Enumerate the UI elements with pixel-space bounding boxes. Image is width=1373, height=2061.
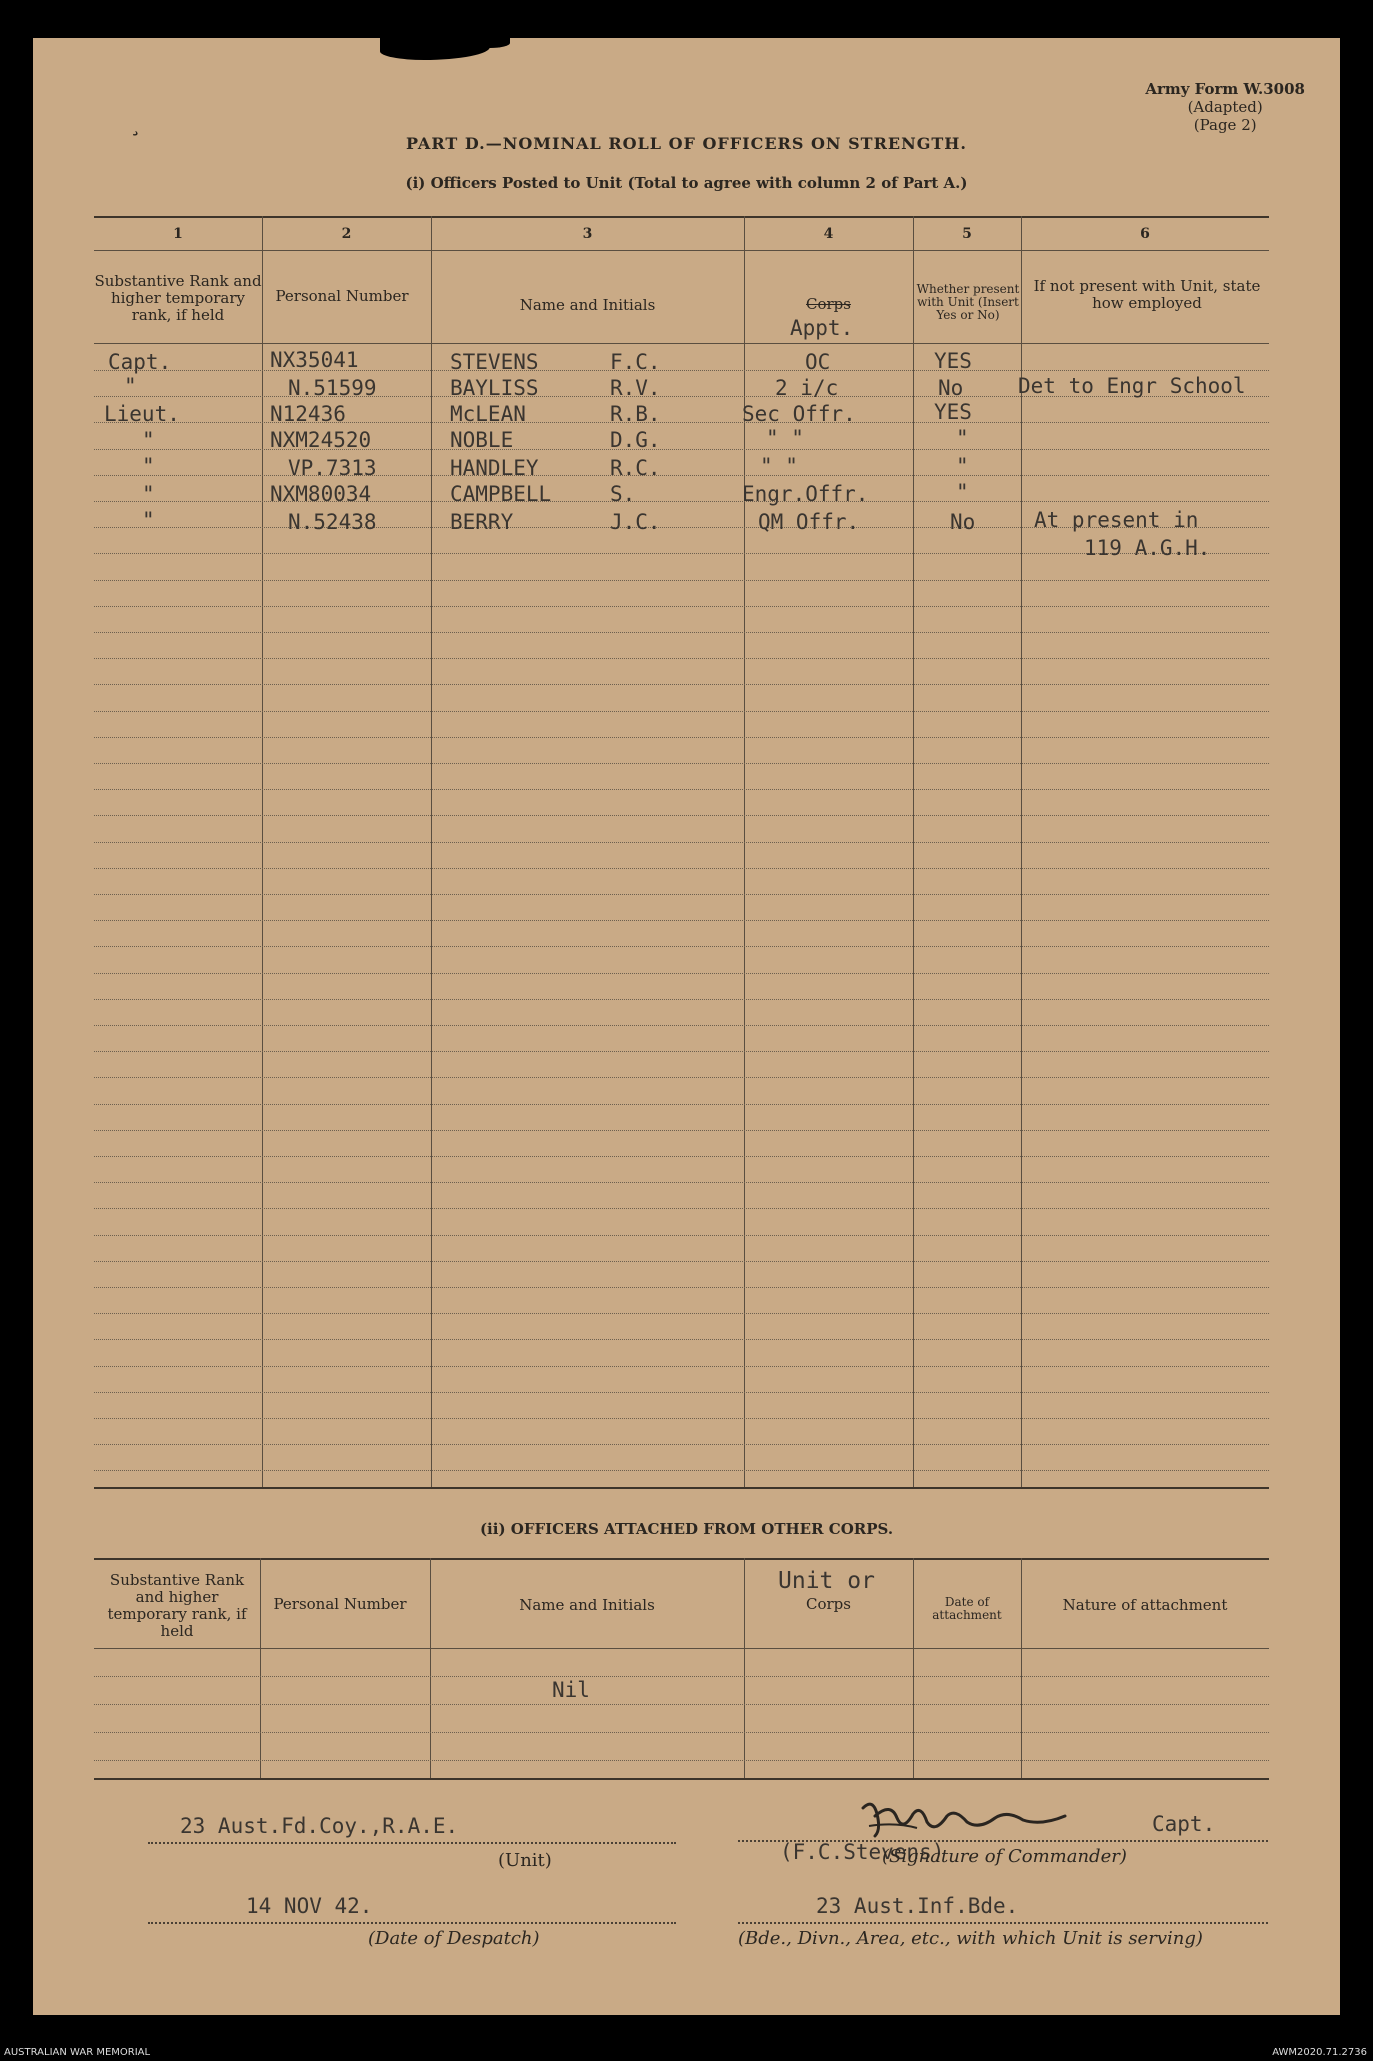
column-number: 4 <box>823 226 834 242</box>
ruled-line <box>94 946 1269 947</box>
subtitle: (i) Officers Posted to Unit (Total to agree with column 2 of Part A.) <box>405 174 968 192</box>
ruled-line <box>94 1339 1269 1340</box>
cell-rank: " <box>142 482 155 506</box>
cell-surname: CAMPBELL <box>450 482 552 506</box>
cell-present: " <box>956 426 969 450</box>
form-identifier <box>1145 80 1305 134</box>
table-bottom-border <box>94 1778 1269 1780</box>
ruled-line <box>94 1444 1269 1445</box>
cell-surname: NOBLE <box>450 428 514 452</box>
ruled-line <box>94 737 1269 738</box>
cell-rank: Lieut. <box>104 402 180 426</box>
cell-rank: " <box>142 428 155 452</box>
column-number: 5 <box>962 226 972 242</box>
cell-appt: Engr.Offr. <box>742 482 869 506</box>
ruled-line <box>94 1313 1269 1314</box>
unit-line <box>148 1842 676 1844</box>
cell-employed-continuation: 119 A.G.H. <box>1084 536 1211 560</box>
cell-rank: " <box>142 454 155 478</box>
cell-surname: STEVENS <box>450 350 539 374</box>
header-corps: Corps <box>806 1594 851 1613</box>
column-number: 6 <box>1140 226 1150 242</box>
ruled-line <box>94 1732 1269 1733</box>
pencil-mark: ¸ <box>130 112 141 137</box>
ruled-line <box>94 1287 1269 1288</box>
cell-present: No <box>938 376 964 400</box>
paper-tear <box>470 38 510 48</box>
ruled-line <box>94 1704 1269 1705</box>
cell-surname: HANDLEY <box>450 456 539 480</box>
header-rank: Substantive Rank and higher temporary rank, if held <box>107 1571 247 1640</box>
cell-appt: Sec Offr. <box>742 402 856 426</box>
ruled-line <box>94 1418 1269 1419</box>
ruled-line <box>94 1025 1269 1026</box>
cell-nil: Nil <box>552 1678 590 1702</box>
header-personal-number: Personal Number <box>275 286 409 305</box>
ruled-line <box>94 1261 1269 1262</box>
cell-personal-number: N.51599 <box>288 376 377 400</box>
ruled-line <box>94 1104 1269 1105</box>
credit-right: AWM2020.71.2736 <box>1272 2047 1367 2058</box>
cell-surname: BERRY <box>450 510 514 534</box>
header-rank: Substantive Rank and higher temporary rank, if held <box>94 271 262 324</box>
table-top-border <box>94 216 1269 218</box>
ruled-line <box>94 658 1269 659</box>
ruled-line <box>94 894 1269 895</box>
cell-present: " <box>956 454 969 478</box>
cell-initials: F.C. <box>610 350 661 374</box>
column-divider <box>262 216 263 1487</box>
cell-rank: " <box>124 374 137 398</box>
ruled-line <box>94 711 1269 712</box>
ruled-line <box>94 1156 1269 1157</box>
column-divider <box>1021 216 1022 1487</box>
cell-initials: R.B. <box>610 402 661 426</box>
table-header-border <box>94 1648 1269 1649</box>
form-number: Army Form W.3008 <box>1145 80 1305 98</box>
ruled-line <box>94 580 1269 581</box>
commander-typed-name: (F.C.Stevens) <box>780 1840 945 1864</box>
cell-appt: QM Offr. <box>758 510 860 534</box>
ruled-line <box>94 842 1269 843</box>
credit-left: AUSTRALIAN WAR MEMORIAL <box>4 2047 151 2058</box>
cell-initials: D.G. <box>610 428 661 452</box>
cell-initials: S. <box>610 482 636 506</box>
ruled-line <box>94 1235 1269 1236</box>
brigade-line <box>738 1922 1268 1924</box>
unit-label: (Unit) <box>498 1850 552 1871</box>
brigade-label: (Bde., Divn., Area, etc., with which Unit is serving) <box>738 1928 1203 1949</box>
ruled-line <box>94 1676 1269 1677</box>
column-divider <box>913 216 914 1487</box>
section2-title: (ii) OFFICERS ATTACHED FROM OTHER CORPS. <box>479 1520 894 1538</box>
unit-value: 23 Aust.Fd.Coy.,R.A.E. <box>180 1814 459 1838</box>
header-appt-typed: Appt. <box>790 316 854 340</box>
rank-value: Capt. <box>1152 1812 1216 1836</box>
signature-label: (Signature of Commander) <box>882 1846 1127 1867</box>
cell-personal-number: VP.7313 <box>288 456 377 480</box>
cell-rank: Capt. <box>108 350 172 374</box>
ruled-line <box>94 1077 1269 1078</box>
cell-personal-number: NXM80034 <box>270 482 372 506</box>
cell-appt: " " <box>760 454 798 478</box>
form-page: (Page 2) <box>1193 116 1257 134</box>
ruled-line <box>94 973 1269 974</box>
ruled-line <box>94 632 1269 633</box>
cell-personal-number: N.52438 <box>288 510 377 534</box>
ruled-line <box>94 1366 1269 1367</box>
date-label: (Date of Despatch) <box>368 1928 540 1949</box>
column-number: 2 <box>341 226 352 242</box>
column-divider <box>260 1558 261 1778</box>
cell-surname: McLEAN <box>450 402 526 426</box>
cell-appt: 2 i/c <box>775 376 839 400</box>
header-nature-attachment: Nature of attachment <box>1062 1595 1228 1614</box>
cell-appt: OC <box>805 350 831 374</box>
column-divider <box>744 1558 745 1778</box>
header-corps: Corps <box>806 294 851 313</box>
header-name-initials: Name and Initials <box>519 295 656 314</box>
cell-rank: " <box>142 508 155 532</box>
ruled-line <box>94 1470 1269 1471</box>
ruled-line <box>94 789 1269 790</box>
date-value: 14 NOV 42. <box>246 1894 373 1918</box>
table-top-border <box>94 1558 1269 1560</box>
cell-employed: At present in <box>1034 508 1199 532</box>
column-number: 1 <box>173 226 183 242</box>
ruled-line <box>94 1760 1269 1761</box>
ruled-line <box>94 1392 1269 1393</box>
header-personal-number: Personal Number <box>273 1594 407 1613</box>
ruled-line <box>94 1208 1269 1209</box>
date-line <box>148 1922 676 1924</box>
ruled-line <box>94 868 1269 869</box>
column-number: 3 <box>582 226 593 242</box>
column-divider <box>431 216 432 1487</box>
cell-employed: Det to Engr School <box>1018 374 1246 398</box>
cell-surname: BAYLISS <box>450 376 539 400</box>
table-bottom-border <box>94 1487 1269 1489</box>
column-divider <box>913 1558 914 1778</box>
ruled-line <box>94 684 1269 685</box>
header-unit-typed: Unit or <box>778 1568 875 1594</box>
ruled-line <box>94 475 1269 476</box>
ruled-line <box>94 920 1269 921</box>
form-adapted: (Adapted) <box>1187 98 1263 116</box>
cell-initials: J.C. <box>610 510 661 534</box>
cell-present: No <box>950 510 976 534</box>
ruled-line <box>94 763 1269 764</box>
cell-initials: R.C. <box>610 456 661 480</box>
cell-appt: " " <box>766 426 804 450</box>
ruled-line <box>94 815 1269 816</box>
part-title: PART D.—NOMINAL ROLL OF OFFICERS ON STRENGTH. <box>406 134 967 153</box>
cell-initials: R.V. <box>610 376 661 400</box>
cell-present: YES <box>934 349 972 373</box>
cell-personal-number: NXM24520 <box>270 428 372 452</box>
header-name-initials: Name and Initials <box>519 1595 655 1614</box>
cell-personal-number: N12436 <box>270 402 346 426</box>
header-date-attachment: Date of attachment <box>932 1595 1002 1622</box>
table-numbers-border <box>94 250 1269 251</box>
header-how-employed: If not present with Unit, state how employed <box>1033 276 1261 312</box>
ruled-line <box>94 1130 1269 1131</box>
brigade-value: 23 Aust.Inf.Bde. <box>816 1894 1019 1918</box>
table-header-border <box>94 343 1269 344</box>
cell-personal-number: NX35041 <box>270 348 359 372</box>
ruled-line <box>94 1051 1269 1052</box>
cell-present: " <box>956 480 969 504</box>
ruled-line <box>94 606 1269 607</box>
header-whether-present: Whether present with Unit (Insert Yes or No) <box>916 281 1020 322</box>
ruled-line <box>94 999 1269 1000</box>
commander-signature <box>855 1796 1085 1846</box>
cell-present: YES <box>934 400 972 424</box>
ruled-line <box>94 1182 1269 1183</box>
